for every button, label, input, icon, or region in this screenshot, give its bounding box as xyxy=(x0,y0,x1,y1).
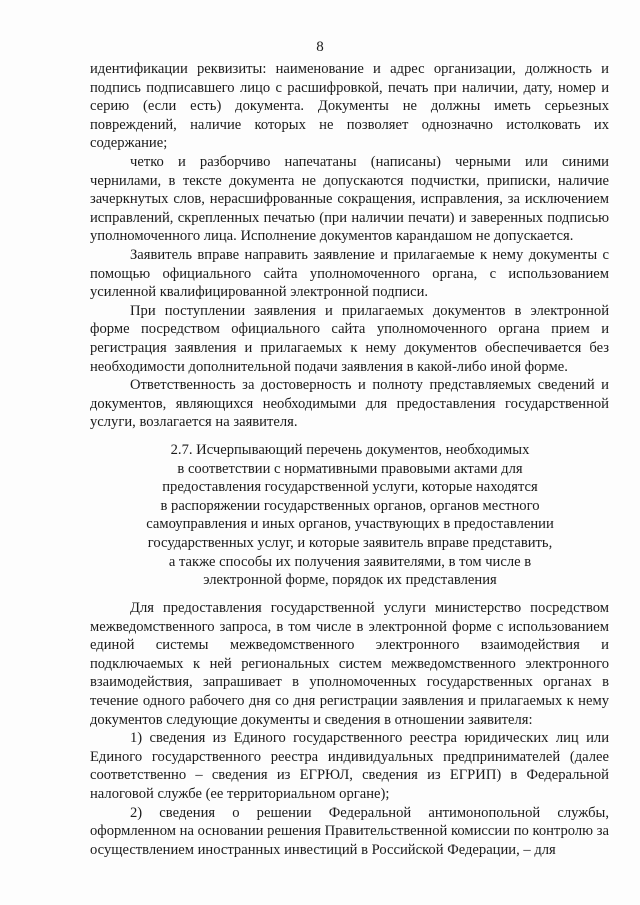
section-heading-line: 2.7. Исчерпывающий перечень документов, необходимых xyxy=(170,442,530,458)
paragraph: четко и разборчиво напечатаны (написаны) черными или синими чернилами, в тексте документа не допускаются подчистки, приписки, наличие зачеркнутых слов, нерасшифрованные сокращения, исправления, за исключением исправлений, скрепленных печатью (при наличии печати) и заверенных подписью уполномоченного лица. Исполнение документов карандашом не допускается. xyxy=(90,153,609,245)
body-text-bottom xyxy=(90,599,609,859)
list-item: 1) сведения из Единого государственного реестра юридических лиц или Единого государственного реестра индивидуальных предпринимателей (далее соответственно – сведения из ЕГРЮЛ, сведения из ЕГРИП) в Федеральной налоговой службе (ее территориальном органе); xyxy=(90,730,609,802)
paragraph: идентификации реквизиты: наименование и адрес организации, должность и подпись подписавшего лицо с расшифровкой, печать при наличии, дату, номер и серию (если есть) документа. Документы не должны иметь серьезных повреждений, наличие которых не позволяет однозначно истолковать их содержание; xyxy=(90,61,609,152)
section-heading-line: в распоряжении государственных органов, органов местного xyxy=(160,497,540,514)
list-item: 2) сведения о решении Федеральной антимонопольной службы, оформленном на основании решения Правительственной комиссии по контролю за осуществлением иностранных инвестиций в Российской Федерации, – для xyxy=(90,804,609,858)
paragraph: Ответственность за достоверность и полноту представляемых сведений и документов, являющихся необходимыми для предоставления государственной услуги, возлагается на заявителя. xyxy=(90,377,609,431)
section-heading-line: предоставления государственной услуги, которые находятся xyxy=(162,479,538,496)
body-text-top xyxy=(90,60,609,432)
paragraph: Заявитель вправе направить заявление и прилагаемые к нему документы с помощью официального сайта уполномоченного органа, с использованием усиленной квалифицированной электронной подписи. xyxy=(90,246,609,301)
section-heading-line: самоуправления и иных органов, участвующих в предоставлении xyxy=(146,516,554,533)
section-heading-line: государственных услуг, и которые заявитель вправе представить, xyxy=(147,534,553,551)
section-heading-line: электронной форме, порядок их представления xyxy=(203,572,497,589)
paragraph: При поступлении заявления и прилагаемых документов в электронной форме посредством официального сайта уполномоченного органа прием и регистрация заявления и прилагаемых к нему документов обеспечивается без необходимости дополнительной подачи заявления в какой-либо иной форме. xyxy=(90,302,609,375)
page-number: 8 xyxy=(316,39,324,55)
section-heading xyxy=(130,441,570,590)
paragraph: Для предоставления государственной услуги министерство посредством межведомственного запроса, в том числе в электронной форме с использованием единой системы межведомственного электронного взаимодействия и подключаемых к ней региональных систем межведомственного электронного взаимодействия, запрашивает в уполномоченных государственных органах в течение одного рабочего дня со дня регистрации заявления и прилагаемых к нему документов следующие документы и сведения в отношении заявителя: xyxy=(90,600,609,728)
section-heading-line: а также способы их получения заявителями, в том числе в xyxy=(168,553,532,570)
section-heading-line: в соответствии с нормативными правовыми актами для xyxy=(177,460,523,477)
